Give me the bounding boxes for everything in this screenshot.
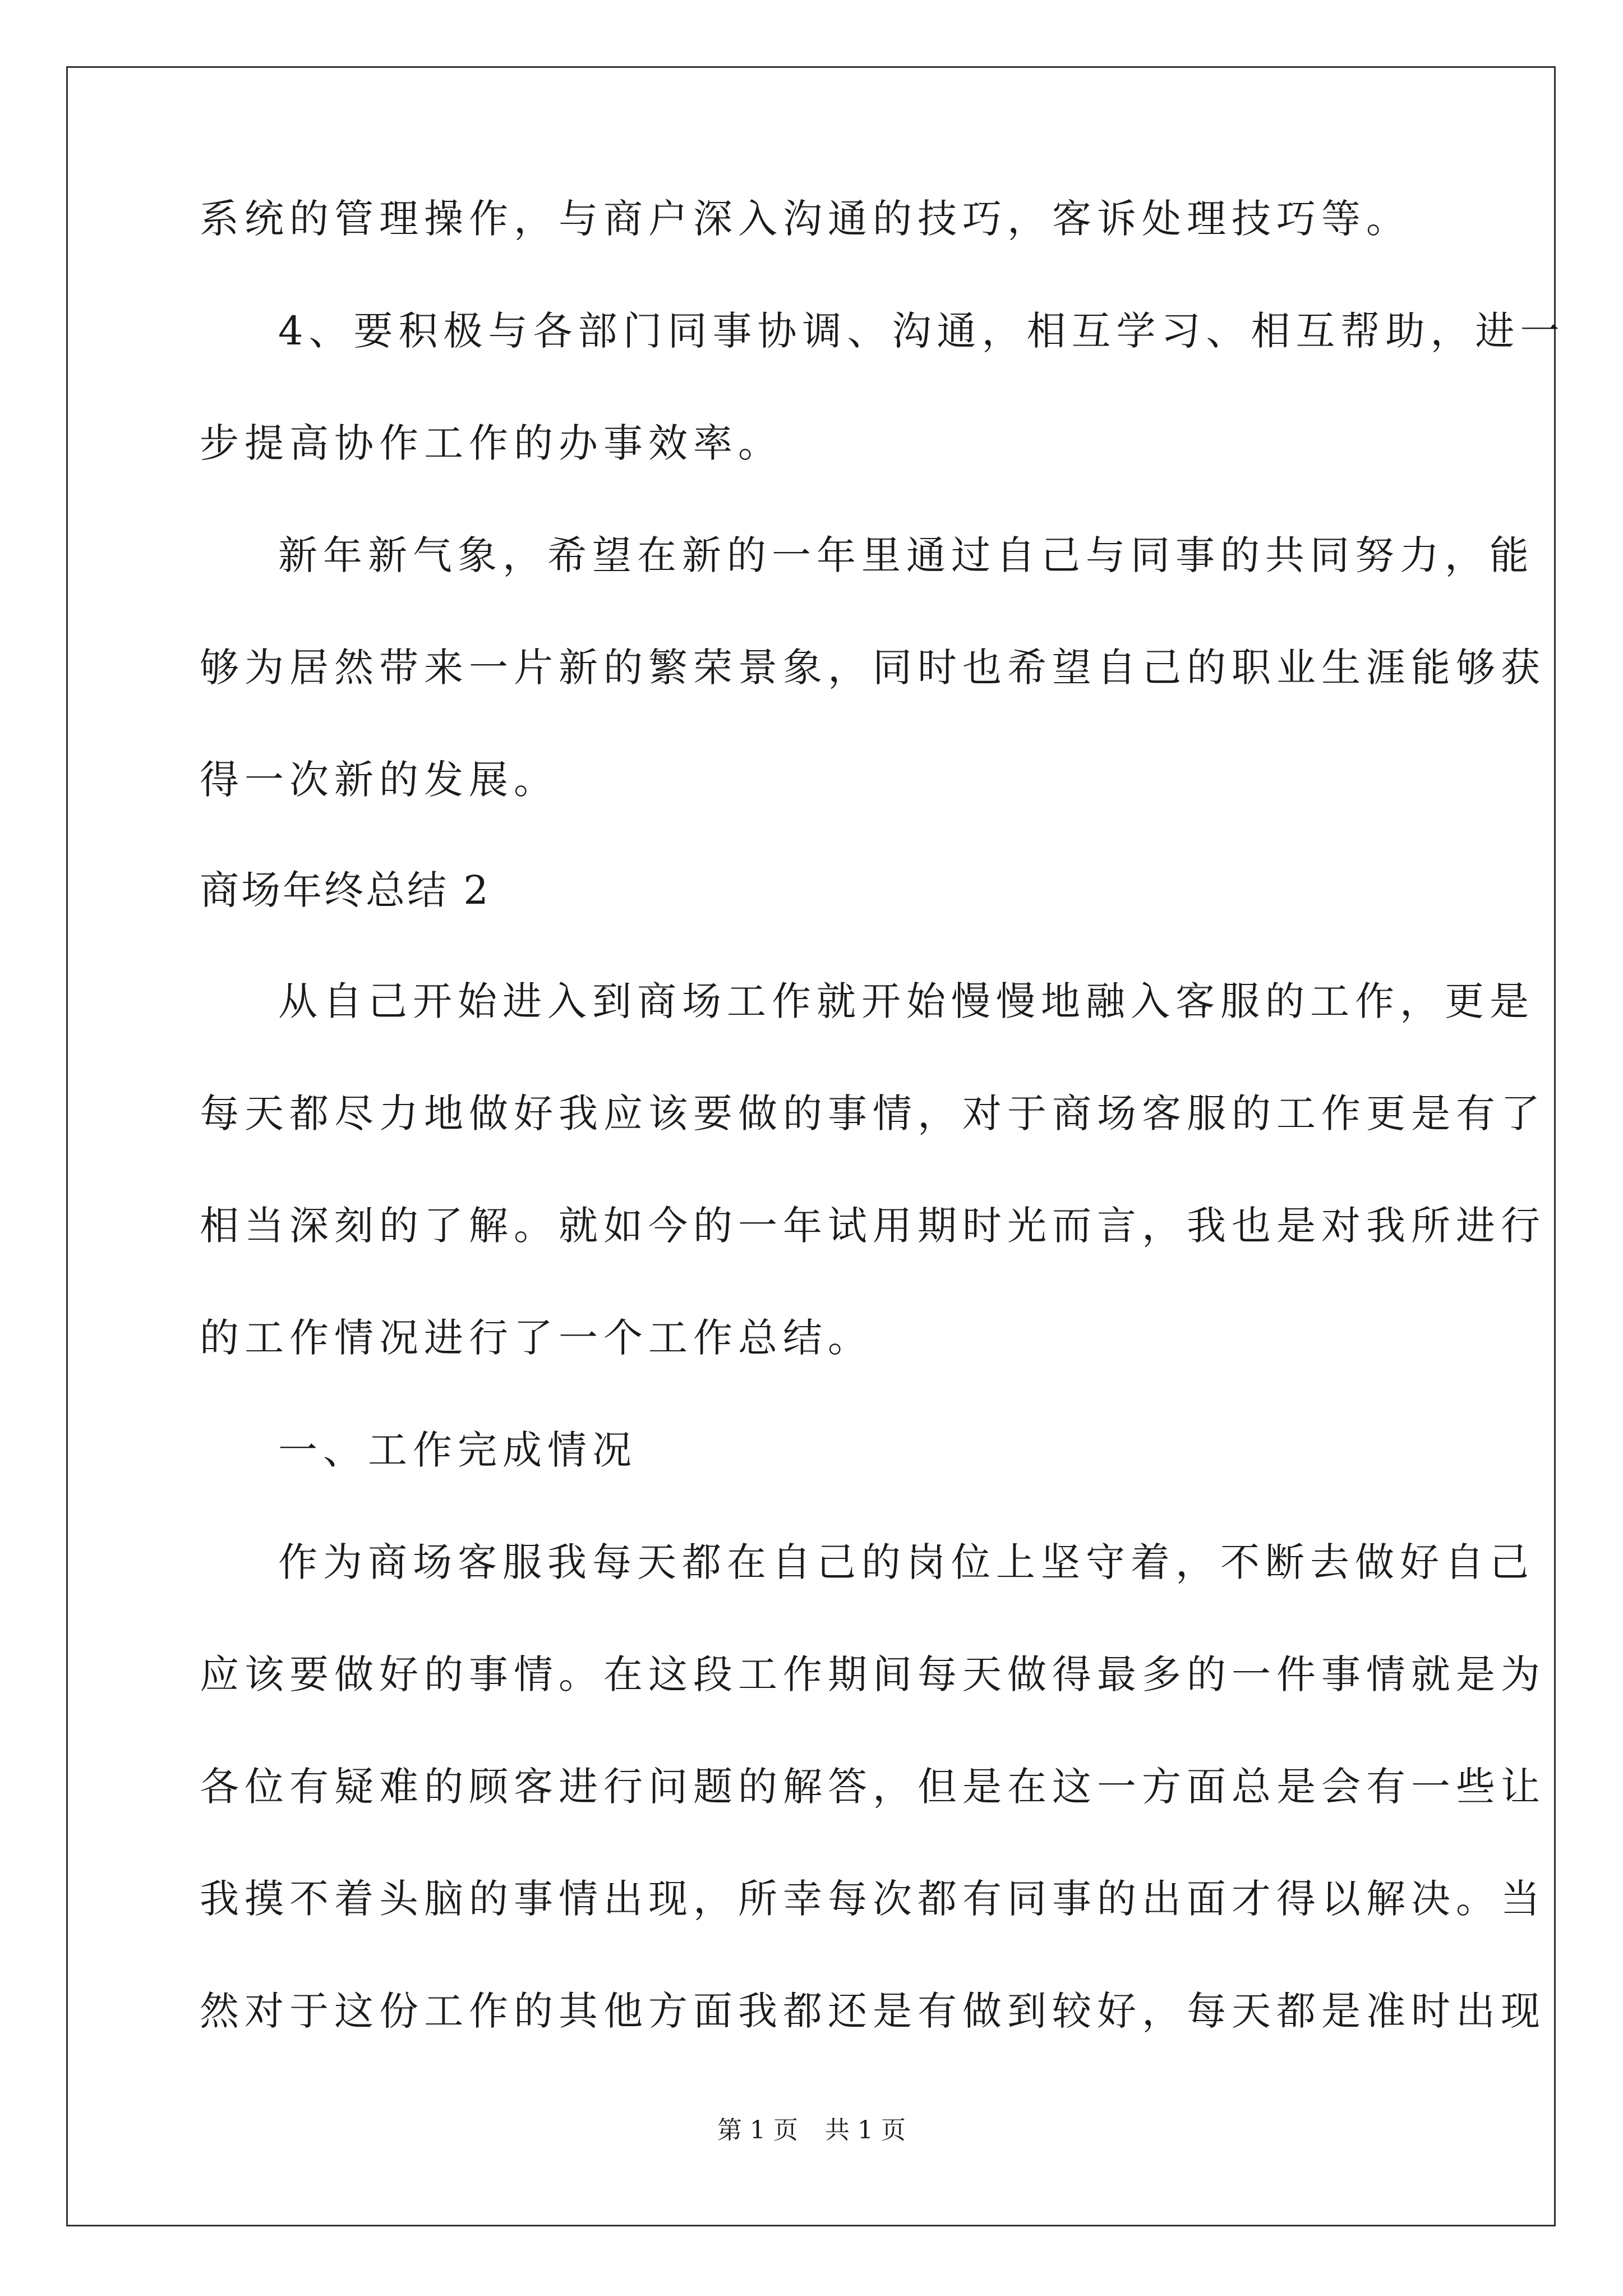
paragraph-line: 新年新气象，希望在新的一年里通过自己与同事的共同努力，能 <box>278 532 1534 578</box>
paragraph-line: 我摸不着头脑的事情出现，所幸每次都有同事的出面才得以解决。当 <box>200 1876 1546 1922</box>
section-heading: 商场年终总结 2 <box>200 867 491 913</box>
paragraph-line: 的工作情况进行了一个工作总结。 <box>200 1315 873 1361</box>
paragraph-line: 够为居然带来一片新的繁荣景象，同时也希望自己的职业生涯能够获 <box>200 645 1546 691</box>
paragraph-line: 作为商场客服我每天都在自己的岗位上坚守着，不断去做好自己 <box>278 1539 1534 1585</box>
paragraph-line: 相当深刻的了解。就如今的一年试用期时光而言，我也是对我所进行 <box>200 1203 1546 1249</box>
paragraph-line: 各位有疑难的顾客进行问题的解答，但是在这一方面总是会有一些让 <box>200 1764 1546 1810</box>
paragraph-line: 系统的管理操作，与商户深入沟通的技巧，客诉处理技巧等。 <box>200 196 1411 242</box>
page-number: 第 1 页 <box>717 2116 798 2145</box>
subsection-heading: 一、工作完成情况 <box>278 1427 637 1473</box>
page-total: 共 1 页 <box>825 2116 906 2145</box>
paragraph-line: 得一次新的发展。 <box>200 757 559 803</box>
list-item-line: 4、要积极与各部门同事协调、沟通，相互学习、相互帮助，进一 <box>278 308 1565 354</box>
paragraph-line: 每天都尽力地做好我应该要做的事情，对于商场客服的工作更是有了 <box>200 1091 1546 1137</box>
page-footer <box>0 2114 1623 2147</box>
paragraph-line: 应该要做好的事情。在这段工作期间每天做得最多的一件事情就是为 <box>200 1651 1546 1697</box>
paragraph-line: 从自己开始进入到商场工作就开始慢慢地融入客服的工作，更是 <box>278 978 1534 1024</box>
paragraph-line: 然对于这份工作的其他方面我都还是有做到较好，每天都是准时出现 <box>200 1988 1546 2034</box>
paragraph-line: 步提高协作工作的办事效率。 <box>200 420 783 466</box>
